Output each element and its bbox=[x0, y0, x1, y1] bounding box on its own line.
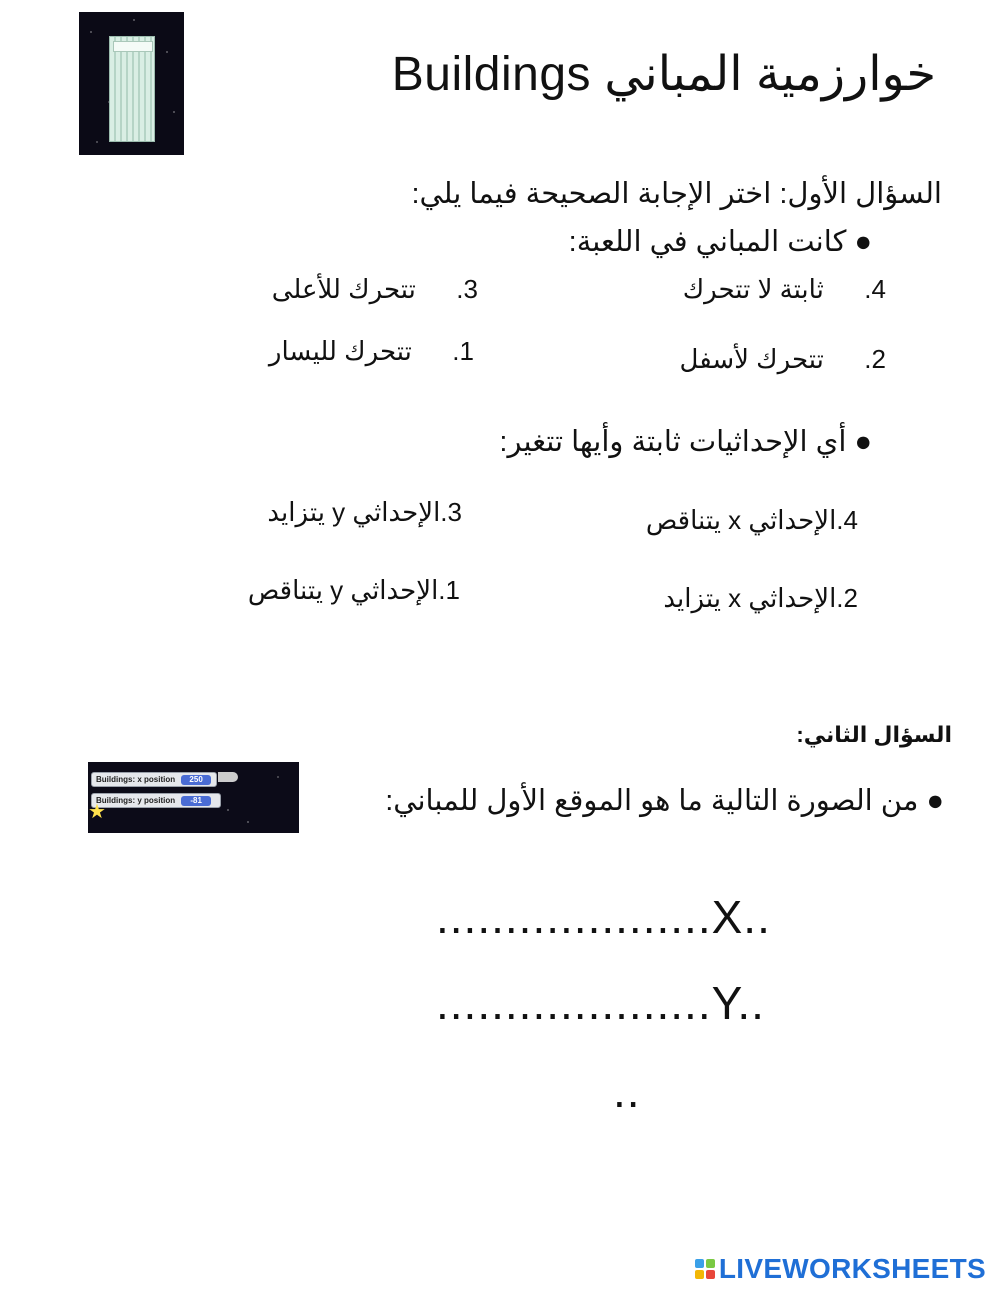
option-number: 1. bbox=[452, 336, 474, 366]
option-1a-1[interactable] bbox=[269, 336, 474, 367]
option-1b-2[interactable]: 2.الإحداثي x يتزايد bbox=[663, 583, 858, 613]
option-text: تتحرك لأسفل bbox=[679, 344, 824, 374]
question-2-heading: السؤال الثاني: bbox=[796, 722, 952, 747]
answer-x-field[interactable]: ....................X.. bbox=[436, 891, 771, 943]
option-number: 3. bbox=[456, 274, 478, 304]
star-icon: ★ bbox=[88, 801, 106, 823]
option-text: ثابتة لا تتحرك bbox=[682, 274, 824, 304]
option-1a-2[interactable] bbox=[680, 344, 887, 375]
brand-text: LIVEWORKSHEETS bbox=[718, 1253, 986, 1284]
answer-y-field[interactable]: ....................Y.. bbox=[436, 977, 765, 1029]
question-2-prompt bbox=[385, 783, 944, 818]
question-2-prompt-text: من الصورة التالية ما هو الموقع الأول للمباني: bbox=[385, 785, 919, 817]
y-position-monitor bbox=[91, 793, 221, 808]
monitor-label: Buildings: x position bbox=[96, 775, 176, 784]
option-text: تتحرك للأعلى bbox=[271, 274, 416, 304]
x-position-monitor bbox=[91, 772, 217, 787]
scratch-stage-image bbox=[88, 762, 299, 833]
option-1b-4[interactable]: 4.الإحداثي x يتناقص bbox=[645, 505, 858, 535]
building-top-graphic bbox=[113, 41, 153, 52]
monitor-value: -81 bbox=[181, 796, 211, 806]
bullet-icon: ● bbox=[854, 226, 872, 258]
question-1a-prompt bbox=[569, 224, 872, 259]
question-1b-prompt-text: أي الإحداثيات ثابتة وأيها تتغير: bbox=[499, 426, 847, 458]
monitor-value: 250 bbox=[181, 775, 211, 785]
monitor-label: Buildings: y position bbox=[96, 796, 176, 805]
question-1a-prompt-text: كانت المباني في اللعبة: bbox=[568, 226, 847, 258]
option-1a-4[interactable] bbox=[683, 274, 886, 305]
option-number: 2. bbox=[864, 344, 886, 374]
option-1b-3[interactable]: 3.الإحداثي y يتزايد bbox=[267, 497, 462, 527]
page-title: خوارزمية المباني Buildings bbox=[391, 48, 936, 101]
question-1b-prompt bbox=[499, 424, 872, 459]
answer-extra-dots: .. bbox=[613, 1065, 641, 1117]
spaceship-graphic bbox=[218, 772, 238, 782]
liveworksheets-icon bbox=[695, 1259, 715, 1279]
option-1a-3[interactable] bbox=[272, 274, 478, 305]
option-number: 4. bbox=[864, 274, 886, 304]
bullet-icon: ● bbox=[926, 785, 944, 817]
liveworksheets-logo bbox=[695, 1253, 986, 1285]
option-text: تتحرك لليسار bbox=[268, 336, 412, 366]
building-thumbnail bbox=[79, 12, 184, 155]
option-1b-1[interactable]: 1.الإحداثي y يتناقص bbox=[247, 575, 460, 605]
question-1-heading: السؤال الأول: اختر الإجابة الصحيحة فيما يلي: bbox=[411, 178, 942, 210]
building-tower-graphic bbox=[109, 36, 155, 142]
bullet-icon: ● bbox=[854, 426, 872, 458]
